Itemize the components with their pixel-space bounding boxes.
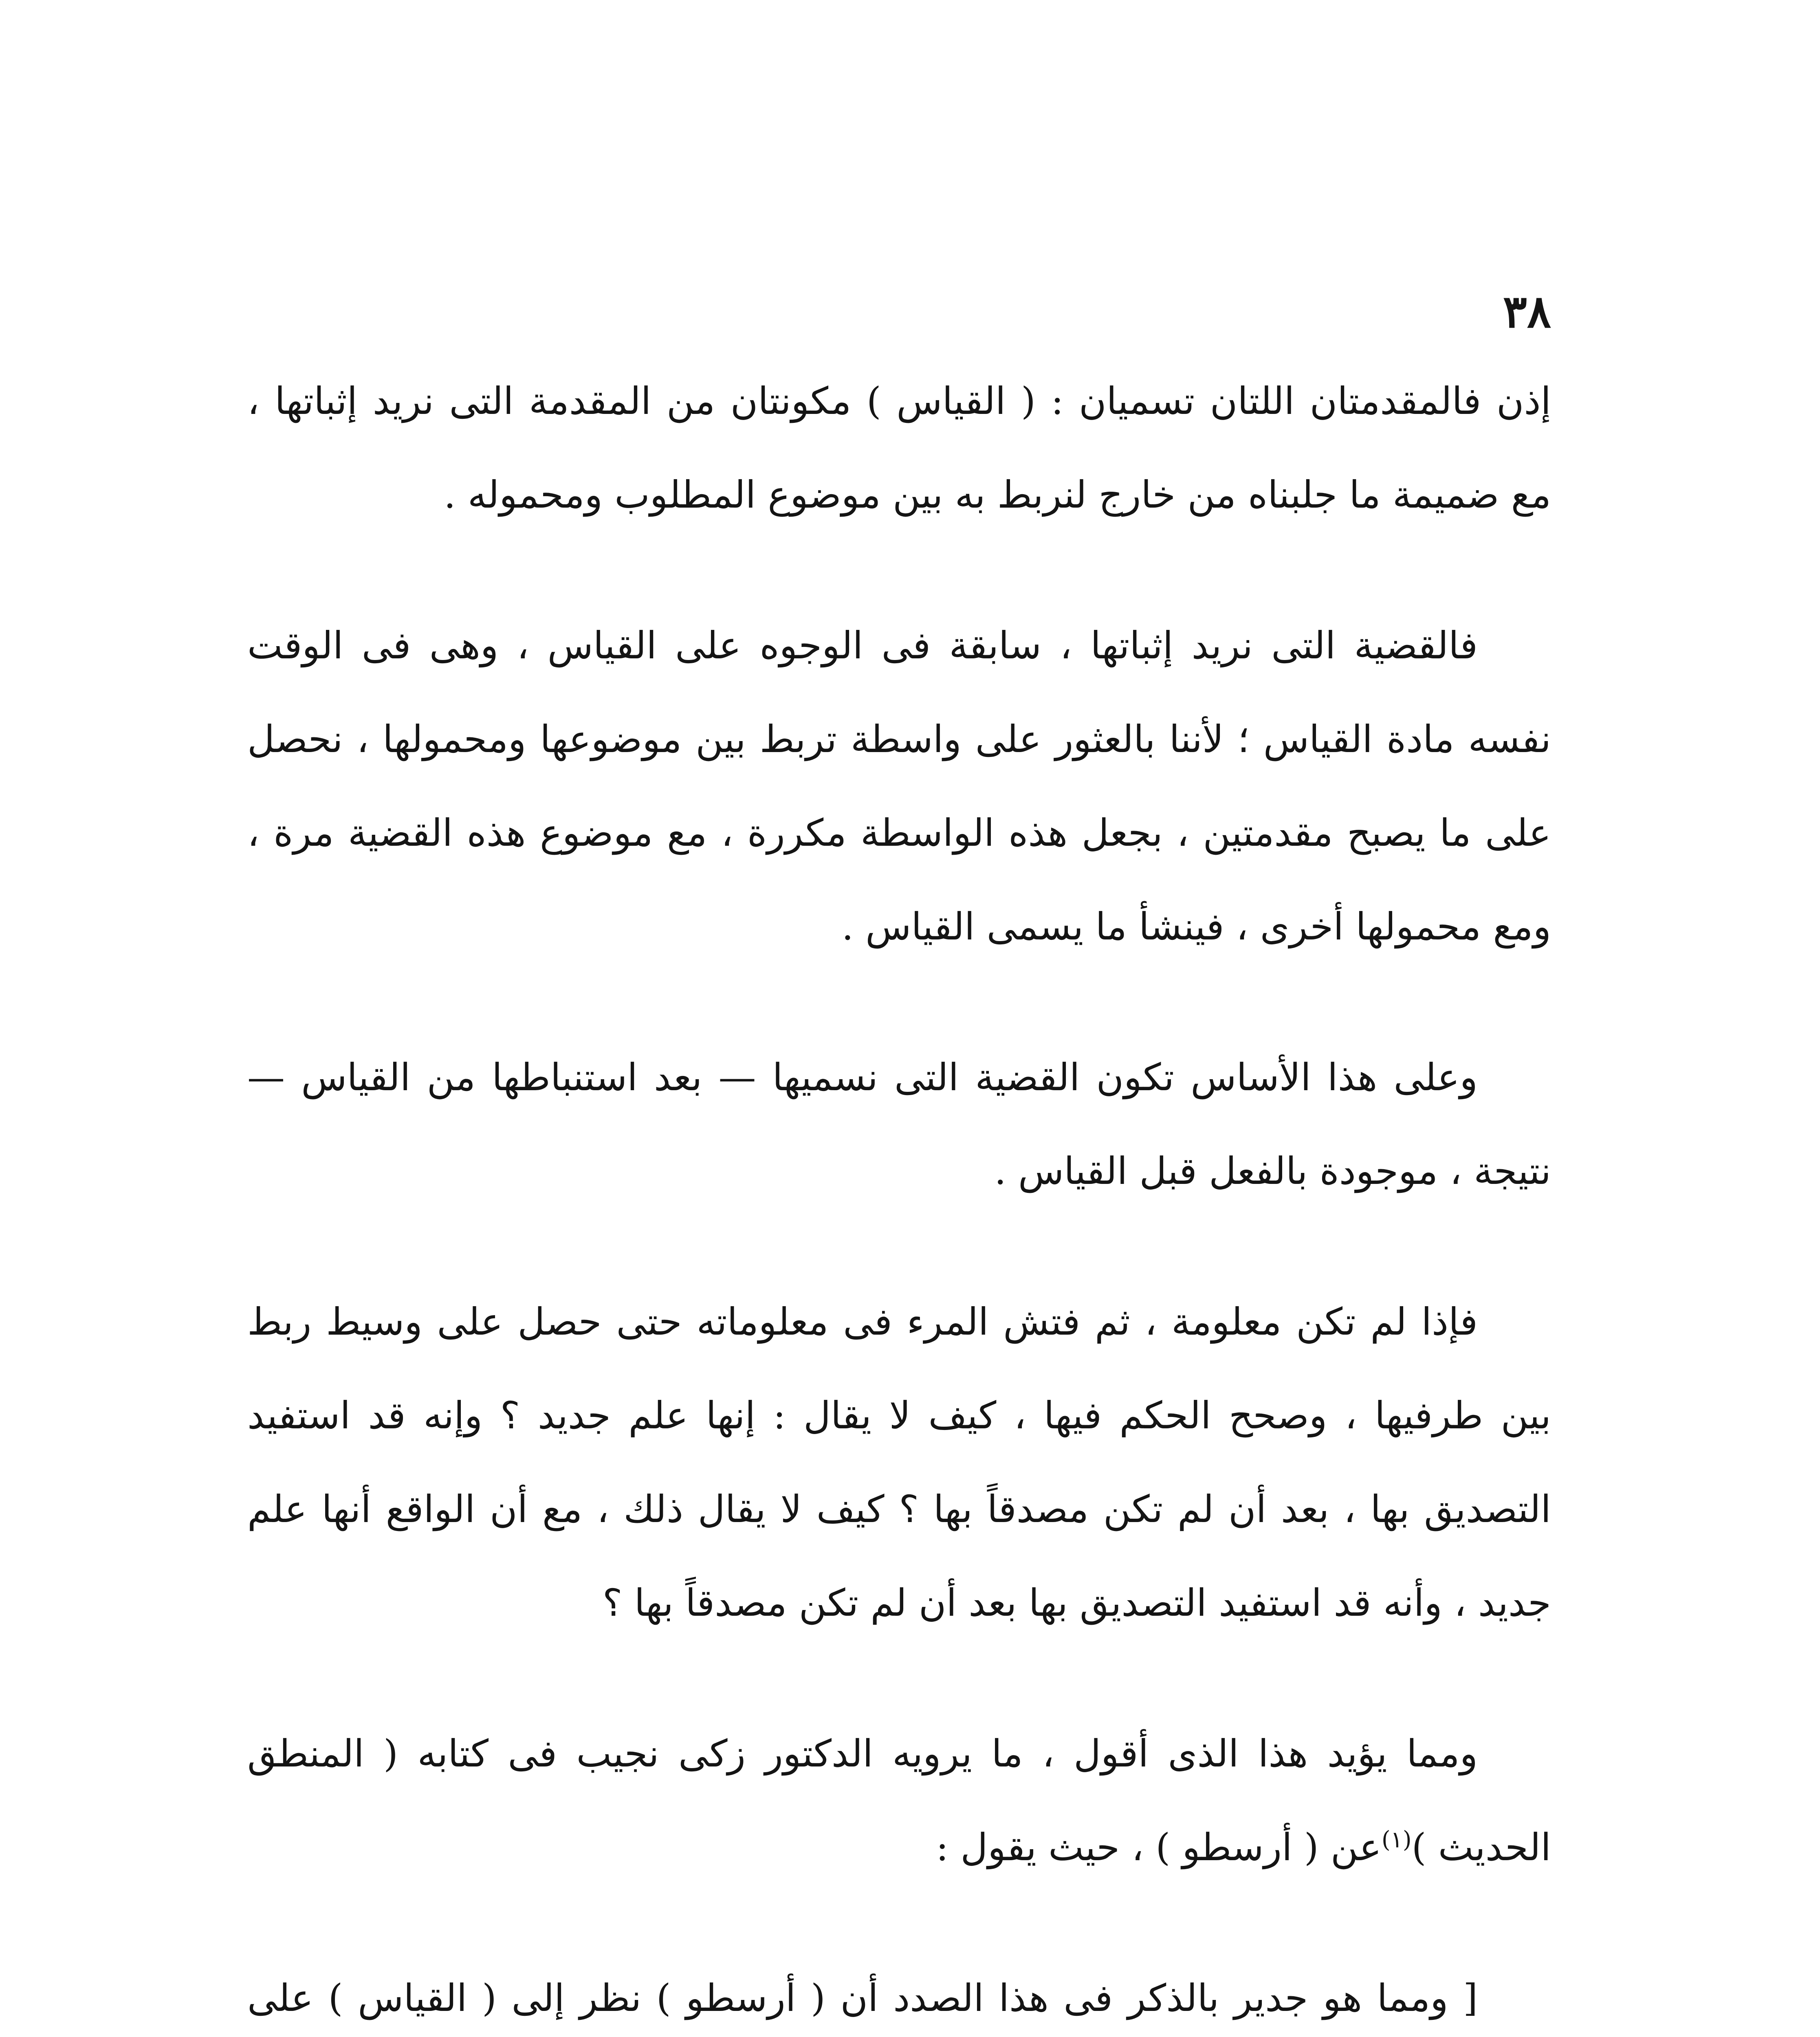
page-number: ٣٨	[1503, 285, 1551, 338]
body-text	[247, 354, 1551, 2037]
paragraph-2: فالقضية التى نريد إثباتها ، سابقة فى الوجوه على القياس ، وهى فى الوقت نفسه مادة القياس ؛ لأننا بالعثور على واسطة تربط بين موضوعها ومحمولها ، نحصل على ما يصبح مقدمتين ، بجعل هذه الواسطة مكررة ، مع موضوع هذه القضية مرة ، ومع محمولها أخرى ، فينشأ ما يسمى القياس .	[247, 624, 1551, 948]
quoted-paragraph-1: [ ومما هو جدير بالذكر فى هذا الصدد أن ( أرسطو ) نظر إلى ( القياس ) على	[247, 1976, 1478, 2020]
paragraph-5-text-after-ref: عن ( أرسطو ) ، حيث يقول :	[936, 1826, 1382, 1869]
footnote-reference: (١)	[1381, 1826, 1412, 1853]
paragraph-5	[247, 1707, 1551, 1894]
paragraph-4: فإذا لم تكن معلومة ، ثم فتش المرء فى معلوماته حتى حصل على وسيط ربط بين طرفيها ، وصحح الحكم فيها ، كيف لا يقال : إنها علم جديد ؟ وإنه قد استفيد التصديق بها ، بعد أن لم تكن مصدقاً بها ؟ كيف لا يقال ذلك ، مع أن الواقع أنها علم جديد ، وأنه قد استفيد التصديق بها بعد أن لم تكن مصدقاً بها ؟	[247, 1300, 1551, 1625]
paragraph-3: وعلى هذا الأساس تكون القضية التى نسميها — بعد استنباطها من القياس — نتيجة ، موجودة بالفعل قبل القياس .	[247, 1056, 1551, 1193]
paragraph-1: إذن فالمقدمتان اللتان تسميان : ( القياس ) مكونتان من المقدمة التى نريد إثباتها ، مع ضميمة ما جلبناه من خارج لنربط به بين موضوع المطلوب ومحموله .	[247, 379, 1551, 517]
paragraph-5-text-before-ref: ومما يؤيد هذا الذى أقول ، ما يرويه الدكتور زكى نجيب فى كتابه ( المنطق الحديث )	[247, 1732, 1551, 1869]
